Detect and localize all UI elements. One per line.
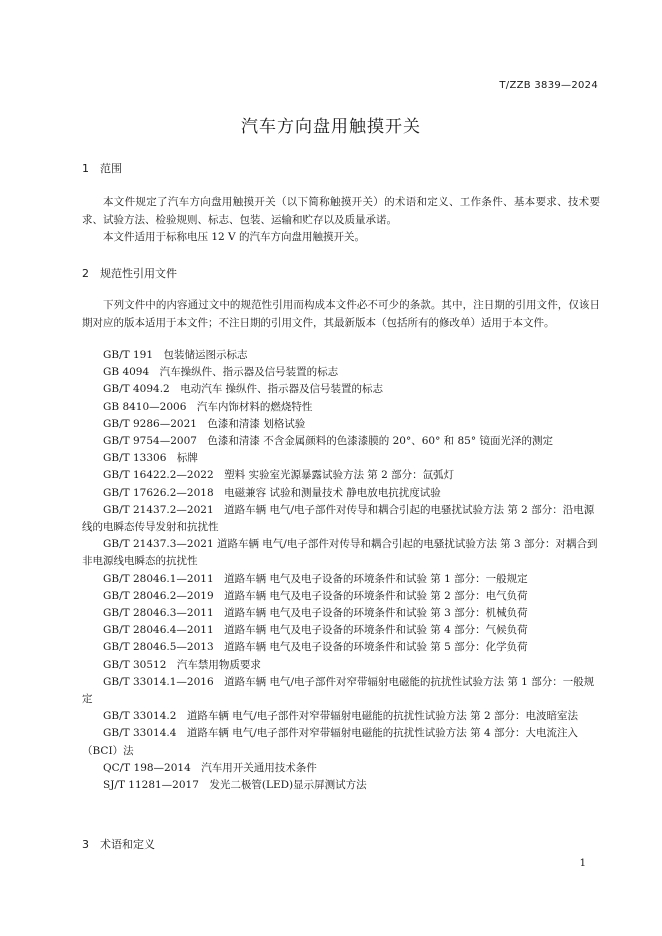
reference-item: GB 8410—2006 汽车内饰材料的燃烧特性 [103,400,313,413]
reference-item: GB/T 28046.5—2013 道路车辆 电气及电子设备的环境条件和试验 第 5 部分：化学负荷 [103,641,528,654]
section-1-number: 1 [82,162,89,175]
section-1-paragraph: 本文件适用于标称电压 12 V 的汽车方向盘用触摸开关。 [103,231,365,243]
document-title: 汽车方向盘用触摸开关 [241,117,421,137]
page-number: 1 [579,858,586,869]
standard-number: T/ZZB 3839—2024 [499,80,598,91]
section-2-number: 2 [82,267,89,280]
reference-item: GB/T 33014.1—2016 道路车辆 电气/电子部件对窄带辐射电磁能的抗扰性试验方法 第 1 部分：一般规定 [82,675,595,706]
section-1-title: 范围 [100,162,122,175]
reference-item: GB/T 17626.2—2018 电磁兼容 试验和测量技术 静电放电抗扰度试验 [103,486,441,499]
reference-item: GB/T 28046.3—2011 道路车辆 电气及电子设备的环境条件和试验 第 3 部分：机械负荷 [103,607,528,620]
section-2-heading [82,265,177,281]
reference-item: GB/T 16422.2—2022 塑料 实验室光源暴露试验方法 第 2 部分：氙弧灯 [103,469,455,482]
reference-item: GB/T 30512 汽车禁用物质要求 [103,658,261,671]
reference-list [82,347,600,794]
reference-item: GB 4094 汽车操纵件、指示器及信号装置的标志 [103,366,339,379]
reference-item: GB/T 9286—2021 色漆和清漆 划格试验 [103,417,306,430]
section-1-paragraph: 本文件规定了汽车方向盘用触摸开关（以下简称触摸开关）的术语和定义、工作条件、基本要求、技术要求、试验方法、检验规则、标志、包装、运输和贮存以及质量承诺。 [82,196,600,226]
reference-item: GB/T 28046.1—2011 道路车辆 电气及电子设备的环境条件和试验 第 1 部分：一般规定 [103,572,528,585]
reference-item: GB/T 33014.2 道路车辆 电气/电子部件对窄带辐射电磁能的抗扰性试验方法 第 2 部分：电波暗室法 [103,710,578,723]
section-2-title: 规范性引用文件 [100,267,177,280]
section-1-heading [82,160,122,176]
reference-item: GB/T 4094.2 电动汽车 操纵件、指示器及信号装置的标志 [103,383,384,396]
reference-item: GB/T 21437.2—2021 道路车辆 电气/电子部件对传导和耦合引起的电骚扰试验方法 第 2 部分：沿电源线的电瞬态传导发射和抗扰性 [82,503,595,534]
reference-item: GB/T 13306 标牌 [103,452,198,465]
reference-item: GB/T 9754—2007 色漆和清漆 不含金属颜料的色漆漆膜的 20°、60° 和 85° 镜面光泽的测定 [103,435,553,448]
section-2-body [82,297,600,332]
reference-item: GB/T 21437.3—2021 道路车辆 电气/电子部件对传导和耦合引起的电骚扰试验方法 第 3 部分：对耦合到非电源线电瞬态的抗扰性 [82,538,598,568]
reference-item: GB/T 28046.2—2019 道路车辆 电气及电子设备的环境条件和试验 第 2 部分：电气负荷 [103,589,528,602]
reference-item: SJ/T 11281—2017 发光二极管(LED)显示屏测试方法 [103,779,367,792]
reference-item: GB/T 28046.4—2011 道路车辆 电气及电子设备的环境条件和试验 第 4 部分：气候负荷 [103,624,528,637]
reference-item: GB/T 191 包装储运图示标志 [103,349,248,361]
section-3-title: 术语和定义 [100,838,155,851]
section-1-body [82,194,600,247]
reference-item: QC/T 198—2014 汽车用开关通用技术条件 [103,761,317,774]
section-3-number: 3 [82,838,89,851]
reference-item: GB/T 33014.4 道路车辆 电气/电子部件对窄带辐射电磁能的抗扰性试验方法 第 4 部分：大电流注入（BCI）法 [82,727,578,757]
section-3-heading [82,836,155,852]
section-2-paragraph: 下列文件中的内容通过文中的规范性引用而构成本文件必不可少的条款。其中，注日期的引用文件，仅该日期对应的版本适用于本文件；不注日期的引用文件，其最新版本（包括所有的修改单）适用于本文件。 [82,299,600,329]
